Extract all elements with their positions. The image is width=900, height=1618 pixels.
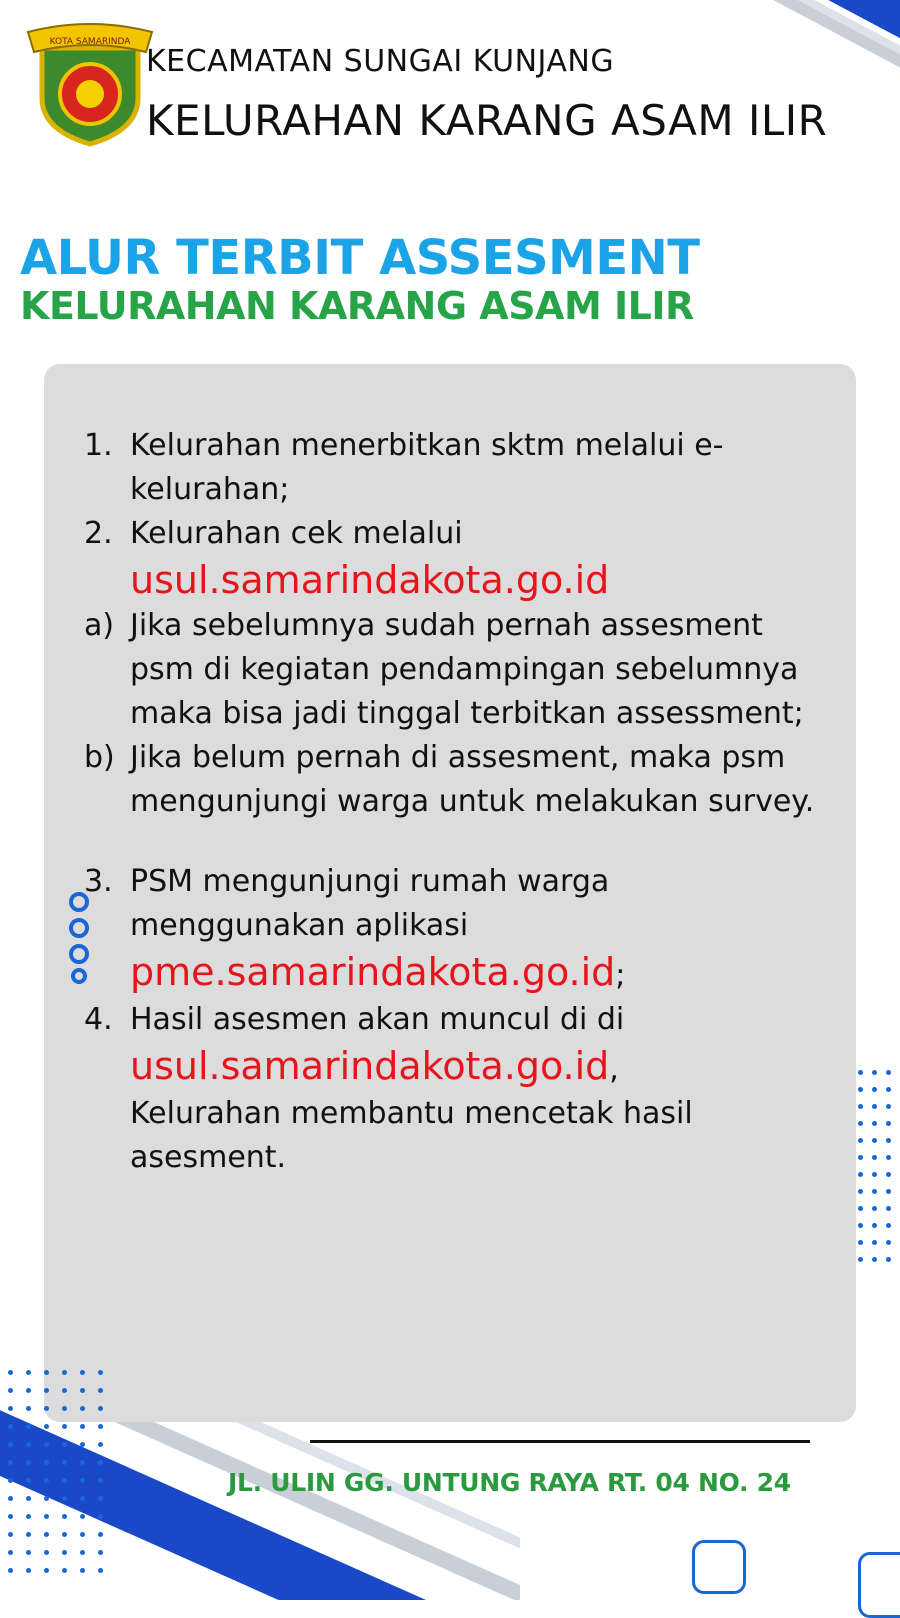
decor-dot [858, 1206, 863, 1211]
decor-dot [26, 1424, 31, 1429]
decor-dot [872, 1223, 877, 1228]
decor-dot [8, 1478, 13, 1483]
svg-text:KOTA SAMARINDA: KOTA SAMARINDA [49, 37, 131, 47]
step-text: Kelurahan cek melalui [130, 516, 463, 551]
decor-dot [44, 1406, 49, 1411]
decor-dot [886, 1138, 891, 1143]
decor-dot [8, 1550, 13, 1555]
decor-dot [80, 1478, 85, 1483]
decor-dot [886, 1172, 891, 1177]
decor-dot [44, 1460, 49, 1465]
decor-dot [80, 1550, 85, 1555]
decor-dot [872, 1087, 877, 1092]
step-marker: 4. [84, 1002, 113, 1037]
decor-dot [62, 1442, 67, 1447]
decor-dot [872, 1206, 877, 1211]
decor-dot [858, 1257, 863, 1262]
decor-dot [886, 1104, 891, 1109]
decor-dot [858, 1121, 863, 1126]
decor-dot [26, 1460, 31, 1465]
decor-dot [858, 1172, 863, 1177]
decor-dot [8, 1496, 13, 1501]
decor-dot [62, 1460, 67, 1465]
decor-dot [886, 1223, 891, 1228]
decor-dot [44, 1424, 49, 1429]
decor-dot [8, 1406, 13, 1411]
decor-dot [62, 1370, 67, 1375]
decor-dot [858, 1087, 863, 1092]
decor-dot [98, 1568, 103, 1573]
decor-dot [26, 1442, 31, 1447]
decor-dot [26, 1406, 31, 1411]
decor-dot [872, 1070, 877, 1075]
decor-dot [886, 1121, 891, 1126]
decor-dot [872, 1138, 877, 1143]
decor-dot [886, 1240, 891, 1245]
decor-dot [26, 1550, 31, 1555]
decor-dot [44, 1550, 49, 1555]
decor-dot [98, 1496, 103, 1501]
decor-dot [886, 1206, 891, 1211]
decor-dot [98, 1478, 103, 1483]
decor-dot [858, 1104, 863, 1109]
decor-dot [858, 1189, 863, 1194]
step-marker: 3. [84, 864, 113, 899]
decor-dot [62, 1550, 67, 1555]
step-3 [84, 860, 824, 998]
decor-dot [872, 1189, 877, 1194]
decor-dot [44, 1568, 49, 1573]
decor-dot [858, 1070, 863, 1075]
decor-dot [62, 1478, 67, 1483]
decor-dot [8, 1532, 13, 1537]
address-text: JL. ULIN GG. UNTUNG RAYA RT. 04 NO. 24 [228, 1468, 791, 1497]
decor-dot [80, 1406, 85, 1411]
decor-dot [98, 1532, 103, 1537]
decor-dot [98, 1460, 103, 1465]
decor-dot [858, 1155, 863, 1160]
usul-link[interactable]: usul.samarindakota.go.id [130, 558, 610, 602]
rounded-square-icon-2 [858, 1552, 900, 1618]
dot-grid-right [858, 1070, 900, 1262]
decor-dot [26, 1496, 31, 1501]
decor-dot [80, 1370, 85, 1375]
decor-dot [8, 1568, 13, 1573]
decor-dot [44, 1496, 49, 1501]
decor-dot [98, 1550, 103, 1555]
pme-link[interactable]: pme.samarindakota.go.id [130, 950, 616, 994]
steps-list [84, 424, 824, 1180]
step-marker: b) [84, 740, 115, 775]
divider-line [310, 1440, 810, 1443]
decor-dot [80, 1568, 85, 1573]
decor-dot [886, 1070, 891, 1075]
city-emblem-logo [24, 18, 156, 150]
decor-dot [26, 1532, 31, 1537]
decor-dot [44, 1532, 49, 1537]
decor-dot [44, 1388, 49, 1393]
decor-dot [98, 1514, 103, 1519]
decor-dot [26, 1478, 31, 1483]
decor-dot [8, 1370, 13, 1375]
decor-dot [98, 1388, 103, 1393]
decor-dot [858, 1223, 863, 1228]
decor-dot [62, 1514, 67, 1519]
step-2 [84, 512, 824, 604]
decor-dot [858, 1138, 863, 1143]
step-text: Jika sebelumnya sudah pernah assesment psm di kegiatan pendampingan sebelumnya maka bisa jadi tinggal terbitkan assessment; [130, 608, 804, 731]
decor-dot [8, 1442, 13, 1447]
decor-dot [44, 1442, 49, 1447]
decor-dot [80, 1424, 85, 1429]
decor-dot [872, 1121, 877, 1126]
decor-dot [62, 1568, 67, 1573]
step-punct: ; [615, 958, 626, 993]
kecamatan-name: KECAMATAN SUNGAI KUNJANG [146, 44, 615, 79]
step-text: Jika belum pernah di assesment, maka psm mengunjungi warga untuk melakukan survey. [130, 740, 815, 819]
decor-dot [98, 1370, 103, 1375]
decor-dot [26, 1370, 31, 1375]
decor-dot [44, 1514, 49, 1519]
step-2a [84, 604, 824, 736]
decor-dot [98, 1406, 103, 1411]
decor-dot [98, 1442, 103, 1447]
step-marker: 2. [84, 516, 113, 551]
step-marker: 1. [84, 428, 113, 463]
decor-dot [80, 1496, 85, 1501]
decor-dot [8, 1460, 13, 1465]
usul-link-2[interactable]: usul.samarindakota.go.id [130, 1044, 610, 1088]
decor-dot [98, 1424, 103, 1429]
decor-dot [26, 1514, 31, 1519]
decor-dot [26, 1388, 31, 1393]
decor-dot [872, 1240, 877, 1245]
decor-dot [8, 1424, 13, 1429]
page-subtitle: KELURAHAN KARANG ASAM ILIR [20, 284, 694, 328]
decor-dot [8, 1388, 13, 1393]
decor-dot [80, 1388, 85, 1393]
decor-dot [8, 1514, 13, 1519]
decor-dot [872, 1172, 877, 1177]
step-text: PSM mengunjungi rumah warga menggunakan aplikasi [130, 864, 610, 943]
decor-dot [26, 1568, 31, 1573]
step-marker: a) [84, 608, 115, 643]
decor-dot [62, 1424, 67, 1429]
decor-dot [872, 1257, 877, 1262]
step-text: Kelurahan menerbitkan sktm melalui e-kelurahan; [130, 428, 724, 507]
decor-dot [44, 1478, 49, 1483]
decor-dot [62, 1406, 67, 1411]
decor-dot [44, 1370, 49, 1375]
decor-dot [886, 1155, 891, 1160]
page-title: ALUR TERBIT ASSESMENT [20, 230, 700, 286]
dot-grid-left [8, 1370, 103, 1573]
decor-dot [62, 1496, 67, 1501]
step-2b [84, 736, 824, 824]
decor-dot [80, 1460, 85, 1465]
decor-dot [872, 1155, 877, 1160]
decor-dot [80, 1532, 85, 1537]
decor-dot [858, 1240, 863, 1245]
decor-dot [80, 1514, 85, 1519]
step-1 [84, 424, 824, 512]
kelurahan-name: KELURAHAN KARANG ASAM ILIR [146, 96, 828, 145]
decor-dot [886, 1189, 891, 1194]
rounded-square-icon [692, 1540, 746, 1594]
decor-dot [62, 1532, 67, 1537]
step-text: Hasil asesmen akan muncul di di [130, 1002, 625, 1037]
step-text-2: Kelurahan membantu mencetak hasil asesment. [130, 1096, 693, 1175]
step-punct: , [609, 1052, 619, 1087]
decor-dot [886, 1257, 891, 1262]
decor-dot [62, 1388, 67, 1393]
decor-dot [80, 1442, 85, 1447]
decor-dot [886, 1087, 891, 1092]
decor-dot [872, 1104, 877, 1109]
step-4 [84, 998, 824, 1180]
